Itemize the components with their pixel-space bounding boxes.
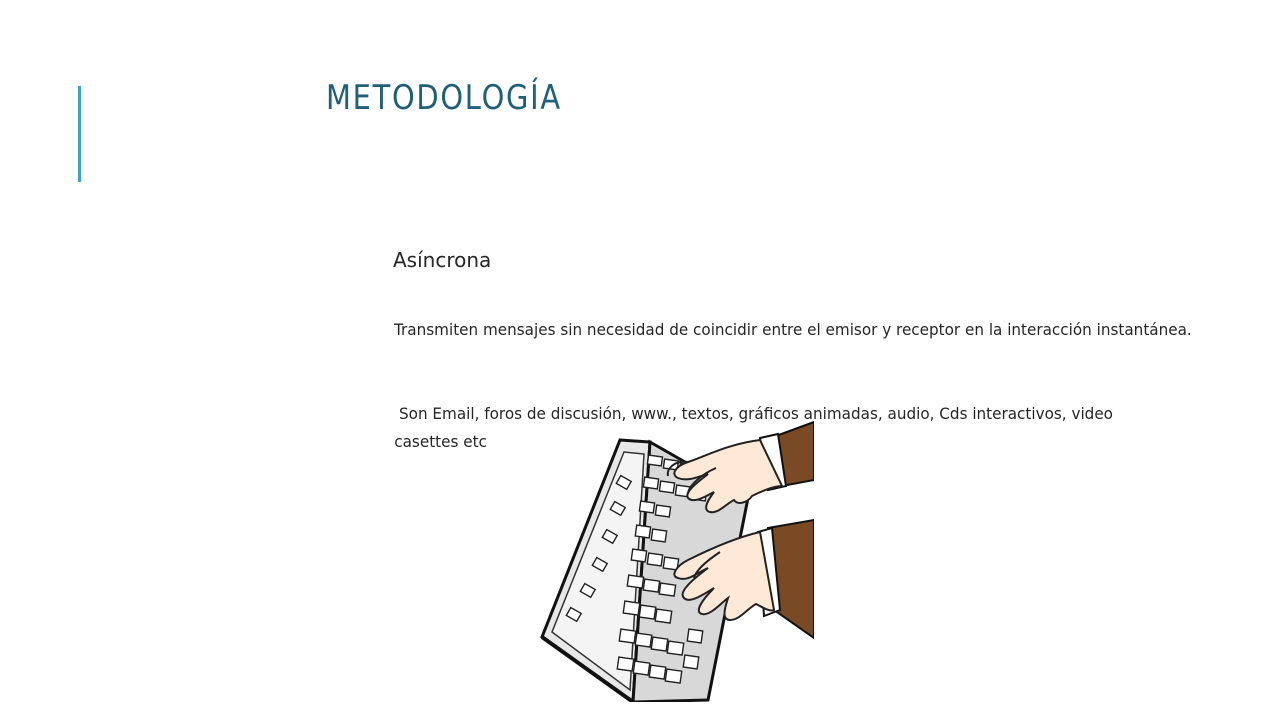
slide-title: METODOLOGÍA [326,78,562,118]
paragraph-definition: Transmiten mensajes sin necesidad de coincidir entre el emisor y receptor en la interacción instantánea. [394,320,1192,339]
paragraph-examples-line-1: Son Email, foros de discusión, www., textos, gráficos animadas, audio, Cds interactivos, video [399,404,1113,423]
accent-bar [78,86,81,182]
paragraph-examples-line-2: casettes etc [394,432,487,451]
paragraph-examples [394,400,1280,456]
hands-typing-keyboard-icon [538,420,814,702]
slide-subtitle: Asíncrona [393,248,492,272]
